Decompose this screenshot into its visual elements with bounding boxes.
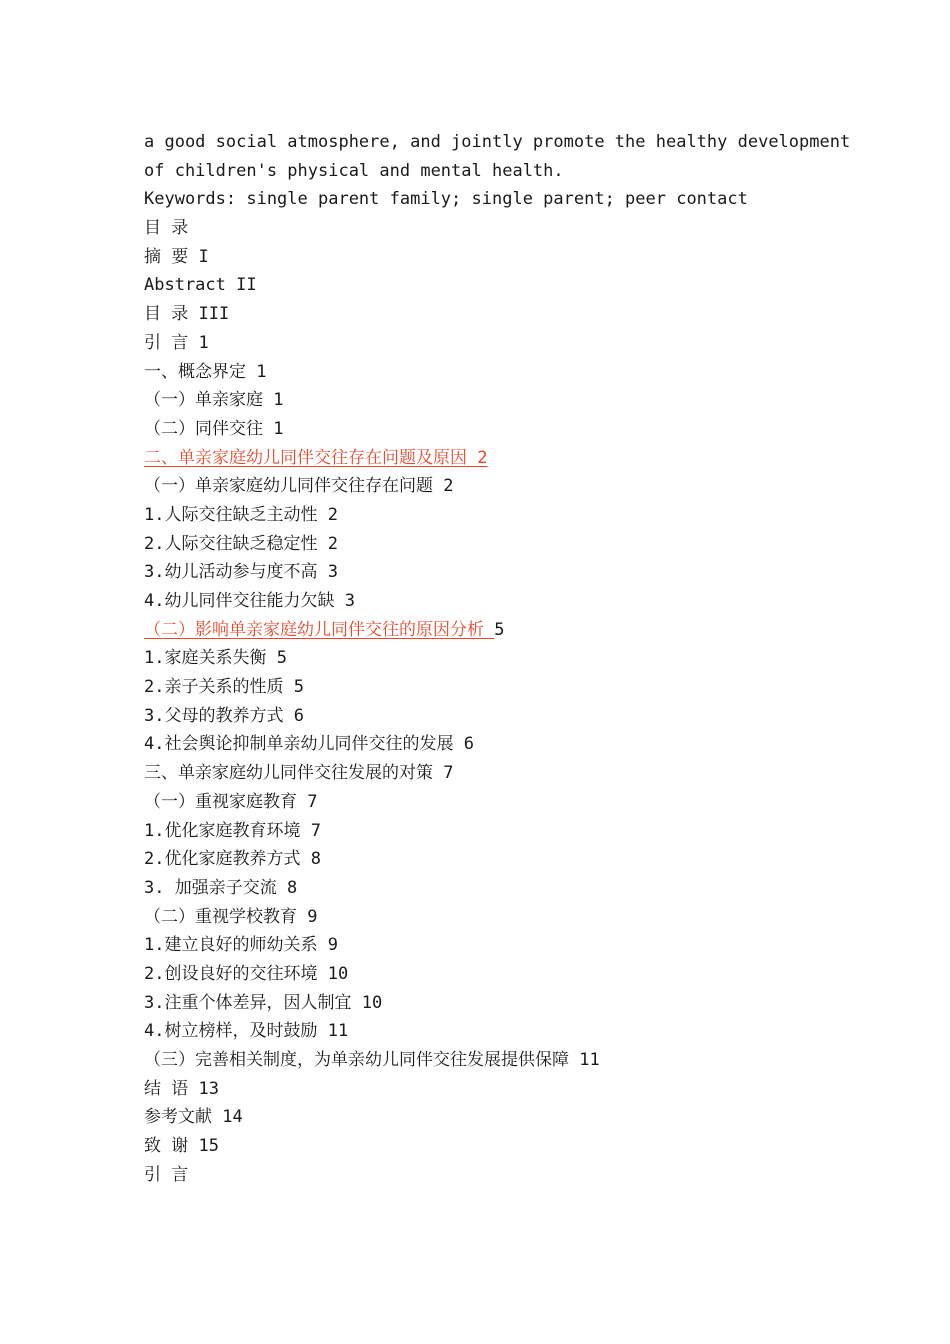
toc-entry-text: （一）单亲家庭幼儿同伴交往存在问题 2 xyxy=(144,476,454,497)
toc-entry-link[interactable] xyxy=(144,444,844,473)
keywords-line: Keywords: single parent family; single parent; peer contact xyxy=(144,189,748,210)
toc-entry xyxy=(144,759,844,788)
toc-entry-text: 3. 加强亲子交流 8 xyxy=(144,877,298,898)
toc-entry-text: 3.幼儿活动参与度不高 3 xyxy=(144,562,338,583)
toc-entry-text: （二）同伴交往 1 xyxy=(144,418,284,439)
toc-entry-link[interactable] xyxy=(144,616,844,645)
toc-entry-text: 2.人际交往缺乏稳定性 2 xyxy=(144,533,338,554)
toc-entry xyxy=(144,989,844,1018)
toc-entry-text: 1.建立良好的师幼关系 9 xyxy=(144,935,338,956)
toc-entry-text: 三、单亲家庭幼儿同伴交往发展的对策 7 xyxy=(144,763,454,784)
toc-entry xyxy=(144,1132,844,1161)
toc-entry xyxy=(144,1046,844,1075)
toc-entry-text: 1.人际交往缺乏主动性 2 xyxy=(144,504,338,525)
toc-entry xyxy=(144,530,844,559)
abstract-line-1: a good social atmosphere, and jointly promote the healthy development xyxy=(144,132,851,152)
toc-entry-text: （一）单亲家庭 1 xyxy=(144,390,284,411)
toc-entry-text: 致 谢 15 xyxy=(144,1136,219,1157)
toc-entry-text: 引 言 1 xyxy=(144,332,209,353)
toc-entry xyxy=(144,415,844,444)
toc-entry-text: 4.幼儿同伴交往能力欠缺 3 xyxy=(144,591,355,611)
abstract-line-2: of children's physical and mental health. xyxy=(144,160,564,181)
toc-entry-text: 4.树立榜样，及时鼓励 11 xyxy=(144,1021,349,1042)
toc-entry-text: （三）完善相关制度，为单亲幼儿同伴交往发展提供保障 11 xyxy=(144,1050,600,1070)
toc-entry-text: 一、概念界定 1 xyxy=(144,361,267,382)
toc-entry-text: 参考文献 14 xyxy=(144,1107,243,1128)
toc-entry xyxy=(144,673,844,702)
toc-entry xyxy=(144,329,844,358)
toc-entry xyxy=(144,558,844,587)
page-content xyxy=(144,128,851,1189)
toc-entry-text: Abstract II xyxy=(144,275,257,296)
toc-list xyxy=(144,243,844,1161)
toc-entry xyxy=(144,243,844,272)
toc-entry-text: 目 录 III xyxy=(144,304,230,325)
toc-entry xyxy=(144,386,844,415)
toc-entry xyxy=(144,817,844,846)
toc-entry xyxy=(144,903,844,932)
toc-entry xyxy=(144,300,844,329)
toc-entry xyxy=(144,931,844,960)
toc-heading: 目 录 xyxy=(144,218,189,239)
toc-entry xyxy=(144,1017,844,1046)
toc-entry xyxy=(144,960,844,989)
next-section-heading: 引 言 xyxy=(144,1164,189,1185)
toc-entry-text: （一）重视家庭教育 7 xyxy=(144,791,318,812)
toc-entry xyxy=(144,271,844,300)
toc-entry xyxy=(144,874,844,903)
toc-entry-text: 结 语 13 xyxy=(144,1078,219,1099)
toc-entry-text: 4.社会舆论抑制单亲幼儿同伴交往的发展 6 xyxy=(144,734,474,755)
toc-entry xyxy=(144,788,844,817)
toc-entry xyxy=(144,1103,844,1132)
toc-entry-page-number: 5 xyxy=(494,619,505,640)
toc-entry xyxy=(144,472,844,501)
toc-entry xyxy=(144,702,844,731)
toc-entry-text: 摘 要 I xyxy=(144,246,209,267)
toc-entry xyxy=(144,1075,844,1104)
toc-entry xyxy=(144,358,844,387)
toc-entry xyxy=(144,845,844,874)
toc-entry-text: 1.优化家庭教育环境 7 xyxy=(144,820,321,841)
toc-entry-text: 2.亲子关系的性质 5 xyxy=(144,677,304,698)
toc-entry xyxy=(144,501,844,530)
toc-entry xyxy=(144,644,844,673)
toc-entry-text: （二）影响单亲家庭幼儿同伴交往的原因分析 xyxy=(144,619,484,640)
toc-entry-text: 2.优化家庭教养方式 8 xyxy=(144,849,321,870)
toc-entry-text: 二、单亲家庭幼儿同伴交往存在问题及原因 2 xyxy=(144,447,488,468)
toc-entry xyxy=(144,587,844,616)
toc-entry-text: 1.家庭关系失衡 5 xyxy=(144,648,287,669)
toc-entry-text: （二）重视学校教育 9 xyxy=(144,906,318,927)
toc-entry-text: 3.父母的教养方式 6 xyxy=(144,705,304,726)
toc-entry-text: 2.创设良好的交往环境 10 xyxy=(144,963,349,984)
toc-entry xyxy=(144,730,844,759)
toc-entry-text: 3.注重个体差异，因人制宜 10 xyxy=(144,992,383,1013)
